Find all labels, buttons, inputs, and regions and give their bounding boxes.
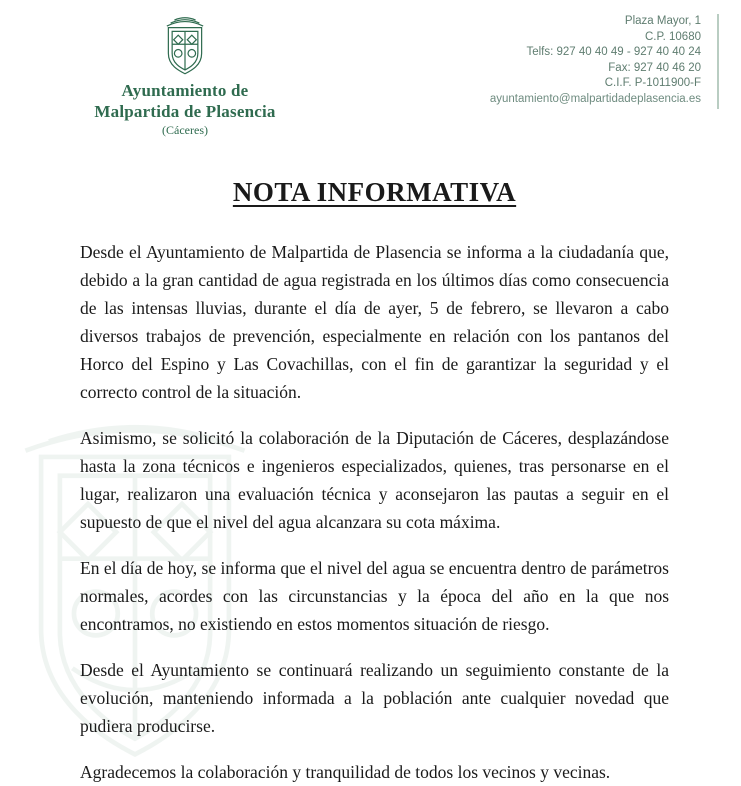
contact-block (490, 14, 719, 109)
page-title: NOTA INFORMATIVA (232, 177, 517, 207)
paragraph-1: Desde el Ayuntamiento de Malpartida de Plasencia se informa a la ciudadanía que, debido a la gran cantidad de agua registrada en los últimos días como consecuencia de las intensas lluvias, durante el día de ayer, 5 de febrero, se llevaron a cabo diversos trabajos de prevención, especialmente en relación con los pantanos del Horco del Espino y Las Covachillas, con el fin de garantizar la seguridad y el correcto control de la situación. (80, 242, 669, 402)
paragraph-4: Desde el Ayuntamiento se continuará realizando un seguimiento constante de la evolución, manteniendo informada a la población ante cualquier novedad que pudiera producirse. (80, 660, 669, 736)
paragraph-3: En el día de hoy, se informa que el nivel del agua se encuentra dentro de parámetros normales, acordes con las circunstancias y la época del año en la que nos encontramos, no existiendo en estos momentos situación de riesgo. (80, 558, 669, 634)
contact-phones: Telfs: 927 40 40 49 - 927 40 40 24 (526, 46, 701, 58)
contact-postal-code: C.P. 10680 (644, 30, 701, 43)
paragraph-2: Asimismo, se solicitó la colaboración de la Diputación de Cáceres, desplazándose hasta la zona técnicos e ingenieros especializados, quienes, tras personarse en el lugar, realizaron una evaluación técnica y aconsejaron las pautas a seguir en el supuesto de que el nivel del agua alcanzara su cota máxima. (80, 428, 669, 532)
contact-fax: Fax: 927 40 46 20 (608, 61, 701, 74)
brand-line-1: Ayuntamiento de (121, 81, 249, 100)
document-body (0, 139, 741, 786)
contact-address: Plaza Mayor, 1 (624, 15, 701, 27)
brand-line-3: (Cáceres) (162, 123, 208, 137)
brand-block (60, 14, 310, 139)
coat-of-arms-crest-icon (162, 14, 208, 76)
contact-cif: C.I.F. P-1011900-F (604, 77, 701, 89)
letterhead-header (0, 0, 741, 139)
brand-line-2: Malpartida de Plasencia (94, 102, 276, 121)
contact-email[interactable]: ayuntamiento@malpartidadeplasencia.es (489, 92, 701, 105)
paragraph-5: Agradecemos la colaboración y tranquilidad de todos los vecinos y vecinas. (80, 762, 611, 782)
